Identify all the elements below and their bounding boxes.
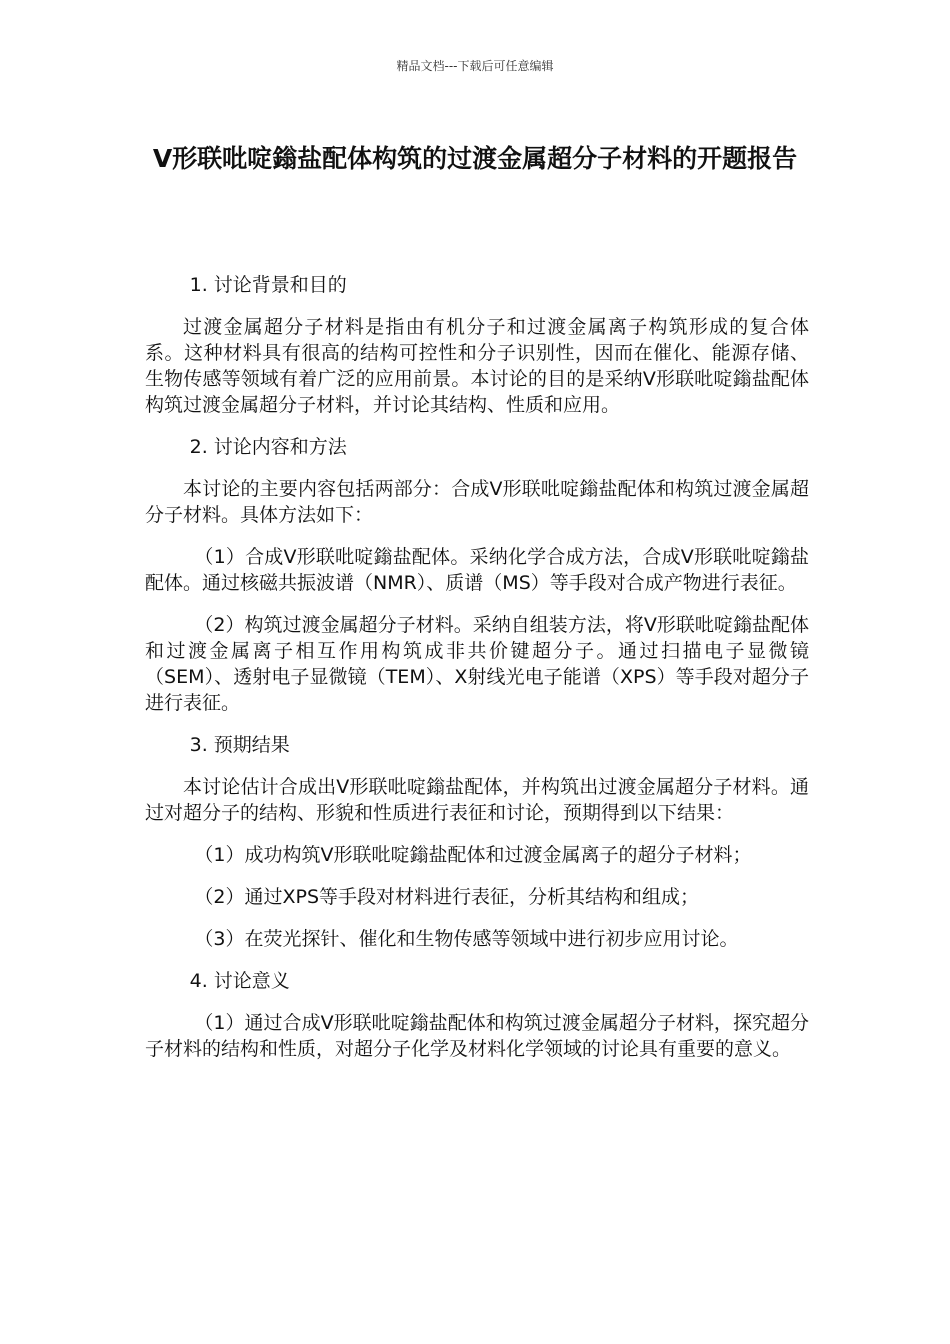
section-heading-content-methods: 2. 讨论内容和方法 [189, 436, 347, 458]
list-item-result-2: （2）通过XPS等手段对材料进行表征，分析其结构和组成； [194, 886, 700, 908]
paragraph-significance-1: （1）通过合成V形联吡啶鎓盐配体和构筑过渡金属超分子材料，探究超分子材料的结构和性质，对超分子化学及材料化学领域的讨论具有重要的意义。 [145, 1012, 809, 1060]
section-heading-background: 1. 讨论背景和目的 [189, 274, 347, 296]
paragraph-content-intro: 本讨论的主要内容包括两部分：合成V形联吡啶鎓盐配体和构筑过渡金属超分子材料。具体方法如下： [145, 478, 809, 526]
document-title: V形联吡啶鎓盐配体构筑的过渡金属超分子材料的开题报告 [152, 144, 798, 173]
paragraph-method-assembly: （2）构筑过渡金属超分子材料。采纳自组装方法，将V形联吡啶鎓盐配体和过渡金属离子相互作用构筑成非共价键超分子。通过扫描电子显微镜（SEM）、透射电子显微镜（TEM）、X射线光电子能谱（XPS）等手段对超分子进行表征。 [145, 614, 809, 714]
paragraph-method-synthesis: （1）合成V形联吡啶鎓盐配体。采纳化学合成方法，合成V形联吡啶鎓盐配体。通过核磁共振波谱（NMR）、质谱（MS）等手段对合成产物进行表征。 [145, 546, 809, 594]
document-body [145, 272, 809, 1078]
paragraph-results-intro: 本讨论估计合成出V形联吡啶鎓盐配体，并构筑出过渡金属超分子材料。通过对超分子的结构、形貌和性质进行表征和讨论，预期得到以下结果： [145, 776, 809, 824]
section-heading-expected-results: 3. 预期结果 [189, 734, 290, 756]
section-heading-significance: 4. 讨论意义 [189, 970, 290, 992]
list-item-result-1: （1）成功构筑V形联吡啶鎓盐配体和过渡金属离子的超分子材料； [194, 844, 752, 866]
list-item-result-3: （3）在荧光探针、催化和生物传感等领域中进行初步应用讨论。 [194, 928, 739, 950]
page-header-note: 精品文档---下载后可任意编辑 [396, 59, 554, 73]
paragraph-background: 过渡金属超分子材料是指由有机分子和过渡金属离子构筑形成的复合体系。这种材料具有很高的结构可控性和分子识别性，因而在催化、能源存储、生物传感等领域有着广泛的应用前景。本讨论的目的是采纳V形联吡啶鎓盐配体构筑过渡金属超分子材料，并讨论其结构、性质和应用。 [145, 316, 809, 416]
